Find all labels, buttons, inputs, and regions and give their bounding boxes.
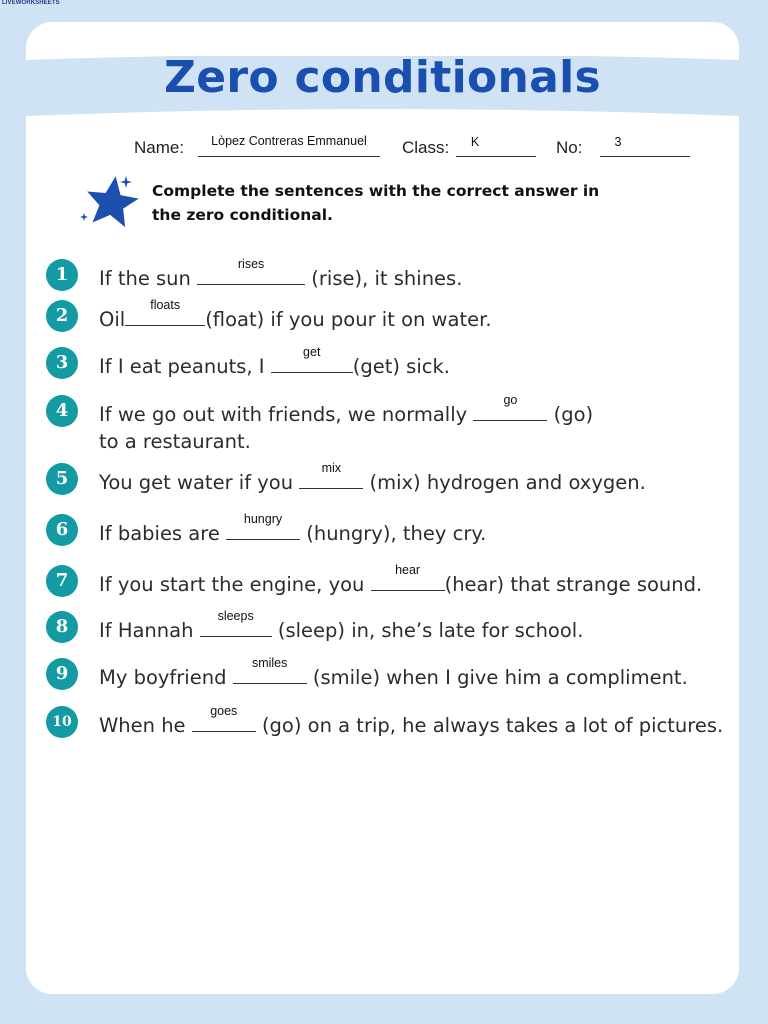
answer-value[interactable]: mix (321, 461, 342, 475)
question-number-badge: 9 (46, 658, 78, 690)
question-text (99, 563, 703, 598)
watermark-logo: LIVEWORKSHEETS (2, 0, 60, 6)
question-text (99, 298, 492, 333)
question-text-before: If you start the engine, you (99, 573, 371, 596)
star-icon (76, 172, 146, 234)
question-text-before: You get water if you (99, 471, 300, 494)
answer-value[interactable]: goes (210, 704, 238, 718)
question-text-before: If we go out with friends, we normally (99, 403, 474, 426)
question-text-after: (get) sick. (352, 355, 450, 378)
question-text-before: If Hannah (99, 619, 200, 642)
question-text-after: (go) (547, 403, 594, 426)
page-title: Zero conditionals (164, 52, 601, 103)
question-text-after: (sleep) in, she’s late for school. (271, 619, 584, 642)
question-text (99, 345, 450, 380)
question-text-before: If babies are (99, 522, 227, 545)
question-text-after: (go) on a trip, he always takes a lot of pictures. (255, 714, 724, 737)
question-text-before: Oil (99, 308, 126, 331)
answer-blank[interactable] (125, 298, 205, 326)
question-text-after: (hungry), they cry. (300, 522, 487, 545)
instructions-text: Complete the sentences with the correct answer in the zero conditional. (152, 182, 600, 224)
question-text-after: (rise), it shines. (305, 267, 463, 290)
question-number-badge: 3 (46, 347, 78, 379)
class-field[interactable]: K (470, 135, 480, 149)
name-field-line[interactable] (198, 156, 380, 157)
question-text-before: When he (99, 714, 192, 737)
question-text (99, 656, 688, 691)
question-text (99, 461, 646, 496)
answer-blank[interactable] (226, 512, 300, 540)
question-text-after: (float) if you pour it on water. (205, 308, 492, 331)
question-text (99, 704, 724, 739)
question-text (99, 257, 463, 292)
question-text-before: My boyfriend (99, 666, 233, 689)
number-field-line[interactable] (600, 156, 690, 157)
question-text-after: (smile) when I give him a compliment. (306, 666, 688, 689)
answer-value[interactable]: smiles (251, 656, 288, 670)
question-number-badge: 6 (46, 514, 78, 546)
answer-value[interactable]: rises (237, 257, 265, 271)
answer-blank[interactable] (271, 345, 353, 373)
question-text (99, 512, 487, 547)
question-text-before: If the sun (99, 267, 198, 290)
answer-blank[interactable] (299, 461, 363, 489)
answer-blank[interactable] (473, 393, 547, 421)
answer-value[interactable]: floats (150, 298, 181, 312)
student-info-row (26, 134, 739, 160)
answer-value[interactable]: go (503, 393, 518, 407)
answer-blank[interactable] (371, 563, 445, 591)
number-field[interactable]: 3 (614, 135, 622, 149)
name-field[interactable]: Lòpez Contreras Emmanuel (211, 134, 367, 148)
question-number-badge: 1 (46, 259, 78, 291)
question-text (99, 609, 584, 644)
worksheet-card (26, 22, 739, 994)
question-text-after: (hear) that strange sound. (444, 573, 703, 596)
class-field-line[interactable] (456, 156, 536, 157)
answer-value[interactable]: get (303, 345, 321, 359)
answer-blank[interactable] (197, 257, 305, 285)
answer-value[interactable]: hungry (243, 512, 283, 526)
name-label: Name: (134, 138, 185, 157)
question-text-continued: to a restaurant. (99, 430, 251, 453)
question-number-badge: 4 (46, 395, 78, 427)
answer-blank[interactable] (200, 609, 272, 637)
question-text (99, 393, 594, 455)
question-number-badge: 10 (46, 706, 78, 738)
class-label: Class: (402, 138, 450, 157)
question-number-badge: 2 (46, 300, 78, 332)
answer-value[interactable]: hear (395, 563, 421, 577)
number-label: No: (556, 138, 583, 157)
question-number-badge: 5 (46, 463, 78, 495)
question-text-after: (mix) hydrogen and oxygen. (363, 471, 646, 494)
question-number-badge: 7 (46, 565, 78, 597)
question-text-before: If I eat peanuts, I (99, 355, 271, 378)
answer-blank[interactable] (192, 704, 256, 732)
question-number-badge: 8 (46, 611, 78, 643)
answer-blank[interactable] (233, 656, 307, 684)
answer-value[interactable]: sleeps (217, 609, 254, 623)
